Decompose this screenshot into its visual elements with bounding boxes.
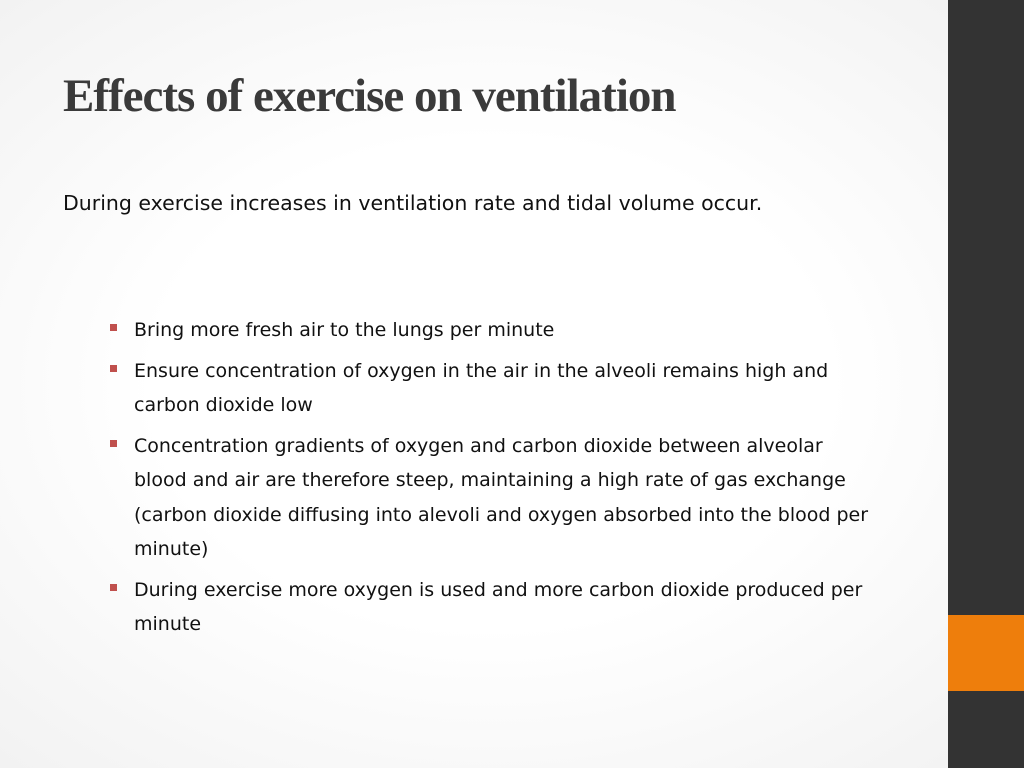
- bullet-item: [110, 429, 870, 567]
- bullet-text: During exercise more oxygen is used and more carbon dioxide produced per minute: [134, 578, 863, 635]
- side-accent-block: [948, 615, 1024, 691]
- bullet-item: [110, 354, 870, 423]
- bullet-item: [110, 313, 870, 348]
- square-bullet-icon: [110, 365, 117, 372]
- slide-title: Effects of exercise on ventilation: [63, 70, 676, 122]
- bullet-item: [110, 573, 870, 642]
- square-bullet-icon: [110, 324, 117, 331]
- slide-intro-text: During exercise increases in ventilation rate and tidal volume occur.: [63, 191, 763, 215]
- bullet-text: Ensure concentration of oxygen in the air in the alveoli remains high and carbon dioxide low: [134, 359, 829, 416]
- bullet-text: Concentration gradients of oxygen and carbon dioxide between alveolar blood and air are therefore steep, maintaining a high rate of gas exchange (carbon dioxide diffusing into alevoli and oxygen absorbed into the blood per minute): [134, 434, 869, 560]
- square-bullet-icon: [110, 584, 117, 591]
- bullet-text: Bring more fresh air to the lungs per minute: [134, 319, 555, 341]
- bullet-list: [110, 313, 870, 648]
- square-bullet-icon: [110, 440, 117, 447]
